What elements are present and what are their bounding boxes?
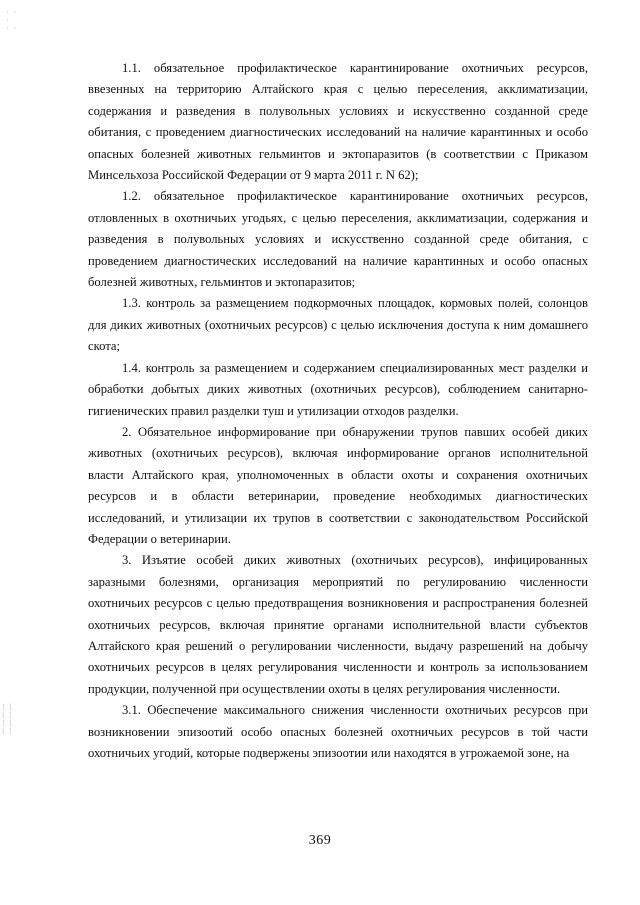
paragraph-2: 2. Обязательное информирование при обнаружении трупов павших особей диких животных (охотничьих ресурсов), включая информирование органов исполнительной власти Алтайского края, уполномоченных в области охоты и сохранения охотничьих ресурсов и в области ветеринарии, проведение необходимых диагностических исследований, и утилизации их трупов в соответствии с законодательством Российской Федерации о ветеринарии. xyxy=(88,424,588,546)
scan-margin-mark: ⁝ ⁞ ⁞ ⁝ ⁝ ⁞ ⁞ ⁝ xyxy=(2,702,13,736)
page-number: 369 xyxy=(308,833,332,848)
paragraph-1-4: 1.4. контроль за размещением и содержанием специализированных мест разделки и обработки добытых диких животных (охотничьих ресурсов), соблюдением санитарно-гигиенических правил разделки туш и утилизации отходов разделки. xyxy=(88,360,588,418)
paragraph-1-1: 1.1. обязательное профилактическое карантинирование охотничьих ресурсов, ввезенных на территорию Алтайского края с целью переселения, акклиматизации, содержания и разведения в полувольных условиях и искусственно созданной среде обитания, с проведением диагностических исследований на наличие карантинных и особо опасных болезней животных гельминтов и эктопаразитов (в соответствии с Приказом Минсельхоза Российской Федерации от 9 марта 2011 г. N 62); xyxy=(88,61,588,183)
document-body xyxy=(88,58,588,764)
paragraph-3: 3. Изъятие особей диких животных (охотничьих ресурсов), инфицированных заразными болезнями, организация мероприятий по регулированию численности охотничьих ресурсов с целью предотвращения возникновения и распространения болезней охотничьих ресурсов, включая принятие органами исполнительной власти субъектов Алтайского края решений о регулировании численности, выдачу разрешений на добычу охотничьих ресурсов в целях регулирования численности и контроль за использованием продукции, полученной при осуществлении охоты в целях регулирования численности. xyxy=(88,553,588,696)
paragraph-3-1: 3.1. Обеспечение максимального снижения численности охотничьих ресурсов при возникновении эпизоотий особо опасных болезней охотничьих ресурсов в той части охотничьих угодий, которые подвержены эпизоотии или находятся в угрожаемой зоне, на xyxy=(88,703,588,760)
paragraph-1-2: 1.2. обязательное профилактическое карантинирование охотничьих ресурсов, отловленных в охотничьих угодьях, с целью переселения, акклиматизации, содержания и разведения в полувольных условиях и искусственно созданной среде обитания, с проведением диагностических исследований на наличие карантинных и особо опасных болезней животных, гельминтов и эктопаразитов; xyxy=(88,189,588,290)
paragraph-1-3: 1.3. контроль за размещением подкормочных площадок, кормовых полей, солонцов для диких животных (охотничьих ресурсов) с целью исключения доступа к ним домашнего скота; xyxy=(88,296,588,354)
scan-margin-mark: · · · · · xyxy=(6,7,18,33)
